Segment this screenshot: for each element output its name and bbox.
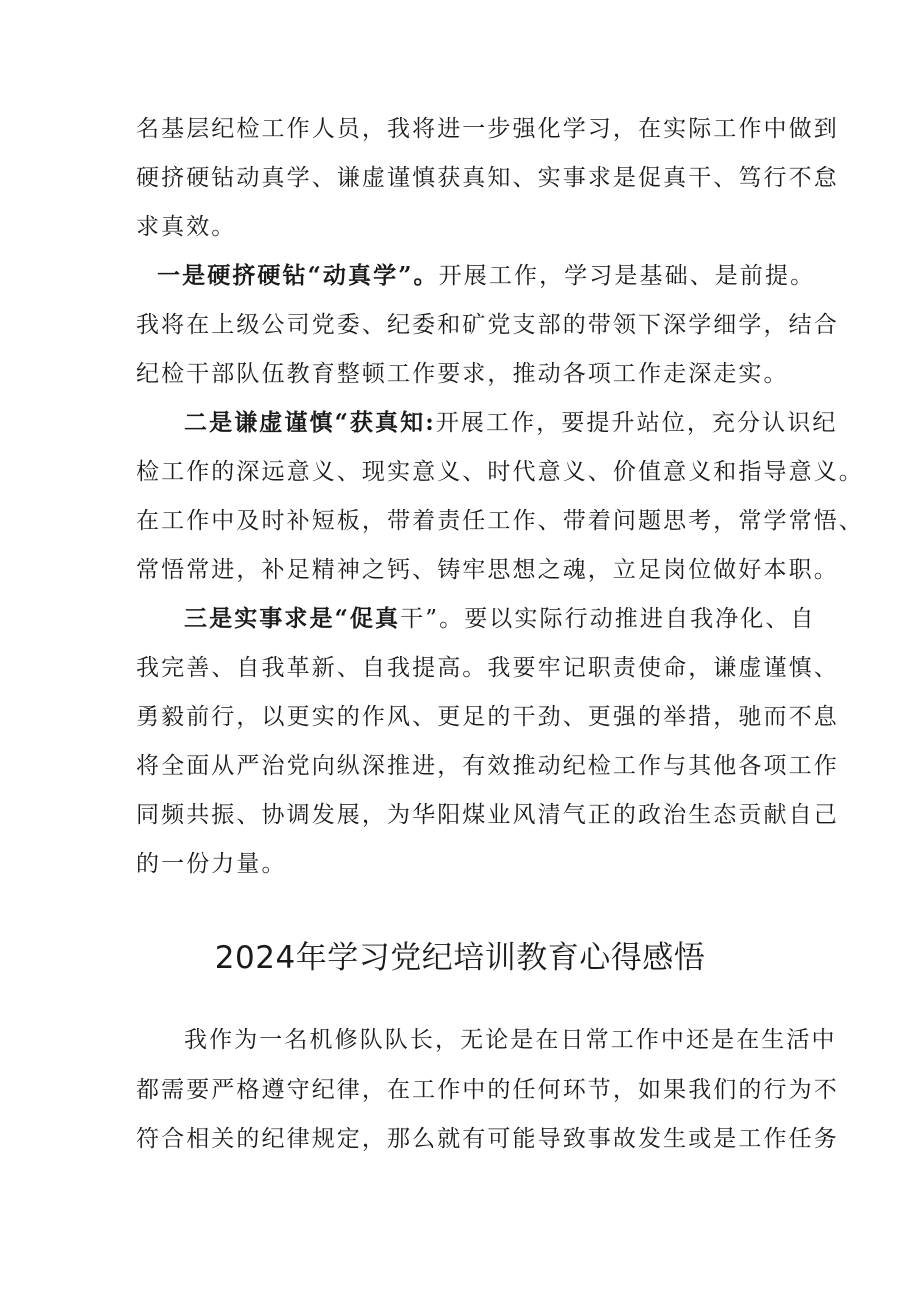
paragraph-line: 的一份力量。: [136, 851, 287, 877]
point-three-heading-tail: 干”: [400, 606, 440, 632]
document-title: 2024年学习党纪培训教育心得感悟: [214, 940, 706, 976]
paragraph-line: 在工作中及时补短板，带着责任工作、带着问题思考，常学常悟、: [136, 508, 864, 534]
paragraph-line: 将全面从严治党向纵深推进，有效推动纪检工作与其他各项工作: [136, 753, 839, 779]
paragraph-line: 常悟常进，补足精神之钙、铸牢思想之魂，立足岗位做好本职。: [136, 557, 839, 583]
point-two-first-line: [184, 408, 844, 438]
point-one-heading: 一是硬挤硬钻“动真学”。: [157, 262, 439, 289]
paragraph-line: 勇毅前行，以更实的作风、更足的干劲、更强的举措，驰而不息: [136, 704, 839, 730]
point-one-first-line: [157, 261, 817, 291]
point-three-first-line: [184, 604, 844, 634]
paragraph-line: 纪检干部队伍教育整顿工作要求，推动各项工作走深走实。: [136, 361, 789, 387]
point-two-text: 开展工作，要提升站位，充分认识纪: [435, 410, 838, 436]
point-three-heading: 三是实事求是“促真: [184, 605, 401, 632]
paragraph-line: 名基层纪检工作人员，我将进一步强化学习，在实际工作中做到: [136, 116, 839, 142]
paragraph-line: 同频共振、协调发展，为华阳煤业风清气正的政治生态贡献自己: [136, 802, 839, 828]
paragraph-line: 检工作的深远意义、现实意义、时代意义、价值意义和指导意义。: [136, 459, 864, 485]
paragraph-line: 求真效。: [136, 214, 237, 240]
point-three-text: 。要以实际行动推进自我净化、自: [439, 606, 816, 632]
paragraph-line: 我将在上级公司党委、纪委和矿党支部的带领下深学细学，结合: [136, 312, 839, 338]
point-two-heading: 二是谦虚谨慎“获真知:: [184, 409, 436, 436]
paragraph-line: 符合相关的纪律规定，那么就有可能导致事故发生或是工作任务: [136, 1126, 839, 1152]
paragraph-line: 都需要严格遵守纪律，在工作中的任何环节，如果我们的行为不: [136, 1077, 839, 1103]
paragraph-line: 硬挤硬钻动真学、谦虚谨慎获真知、实事求是促真干、笃行不怠: [136, 165, 839, 191]
paragraph-line: 我作为一名机修队队长，无论是在日常工作中还是在生活中: [184, 1027, 837, 1053]
point-one-text: 开展工作，学习是基础、是前提。: [438, 263, 816, 289]
paragraph-line: 我完善、自我革新、自我提高。我要牢记职责使命，谦虚谨慎、: [136, 655, 839, 681]
